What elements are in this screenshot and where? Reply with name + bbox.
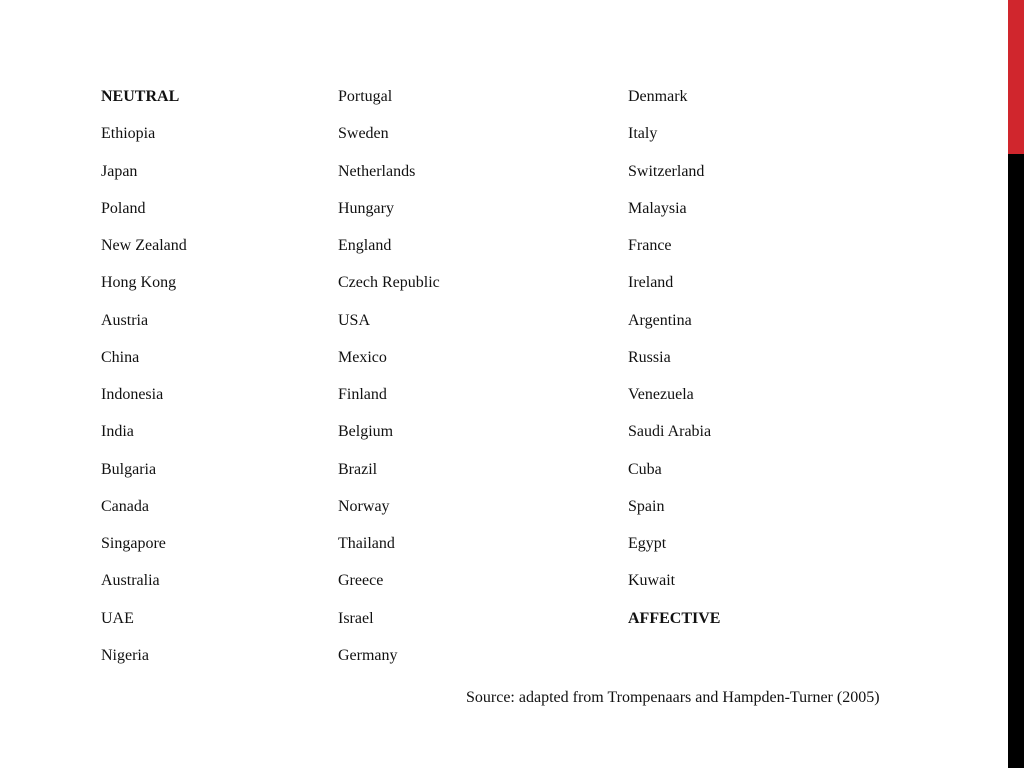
side-accent-red — [1008, 0, 1024, 154]
country-item: Japan — [101, 162, 138, 180]
country-item: Switzerland — [628, 162, 705, 180]
category-label: NEUTRAL — [101, 88, 180, 105]
country-item: Hong Kong — [101, 274, 177, 292]
country-item: Austria — [101, 311, 149, 329]
country-item: USA — [338, 311, 371, 329]
country-item: UAE — [101, 609, 134, 627]
country-item: Poland — [101, 199, 146, 217]
country-item: France — [628, 237, 672, 255]
country-item: Malaysia — [628, 199, 687, 217]
side-decoration-bar — [1008, 0, 1024, 768]
country-item: Canada — [101, 497, 149, 515]
country-item: Nigeria — [101, 646, 149, 664]
country-item: Australia — [101, 572, 160, 590]
country-item: Brazil — [338, 460, 378, 478]
country-item: Argentina — [628, 311, 692, 329]
country-item: Indonesia — [101, 386, 164, 404]
country-item: Bulgaria — [101, 460, 157, 478]
country-item: Kuwait — [628, 572, 676, 590]
country-item: Hungary — [338, 199, 394, 217]
country-item: Greece — [338, 572, 384, 590]
country-item: Egypt — [628, 535, 667, 553]
country-item: Mexico — [338, 348, 387, 366]
country-item: Ireland — [628, 274, 674, 292]
country-item: Cuba — [628, 460, 662, 478]
country-item: New Zealand — [101, 237, 187, 255]
country-item: Thailand — [338, 535, 395, 553]
country-item: Sweden — [338, 125, 389, 143]
country-item: Saudi Arabia — [628, 423, 712, 441]
country-item: Denmark — [628, 88, 688, 105]
country-item: Venezuela — [628, 386, 694, 404]
country-item: Spain — [628, 497, 665, 515]
country-item: Netherlands — [338, 162, 416, 180]
country-item: Italy — [628, 125, 658, 143]
country-item: Russia — [628, 348, 671, 366]
country-item: Belgium — [338, 423, 394, 441]
country-column-1 — [101, 87, 187, 683]
country-item: India — [101, 423, 134, 441]
country-item: Norway — [338, 497, 390, 515]
country-item: China — [101, 348, 140, 366]
country-item: Germany — [338, 646, 398, 664]
country-item: Ethiopia — [101, 125, 156, 143]
category-label: AFFECTIVE — [628, 609, 721, 627]
country-column-3 — [628, 87, 720, 646]
country-item: Finland — [338, 386, 387, 404]
country-column-2 — [338, 87, 440, 683]
country-item: Israel — [338, 609, 374, 627]
country-item: Czech Republic — [338, 274, 440, 292]
country-item: England — [338, 237, 392, 255]
source-citation: Source: adapted from Trompenaars and Hampden-Turner (2005) — [466, 689, 880, 706]
country-item: Portugal — [338, 88, 393, 105]
country-item: Singapore — [101, 535, 166, 553]
